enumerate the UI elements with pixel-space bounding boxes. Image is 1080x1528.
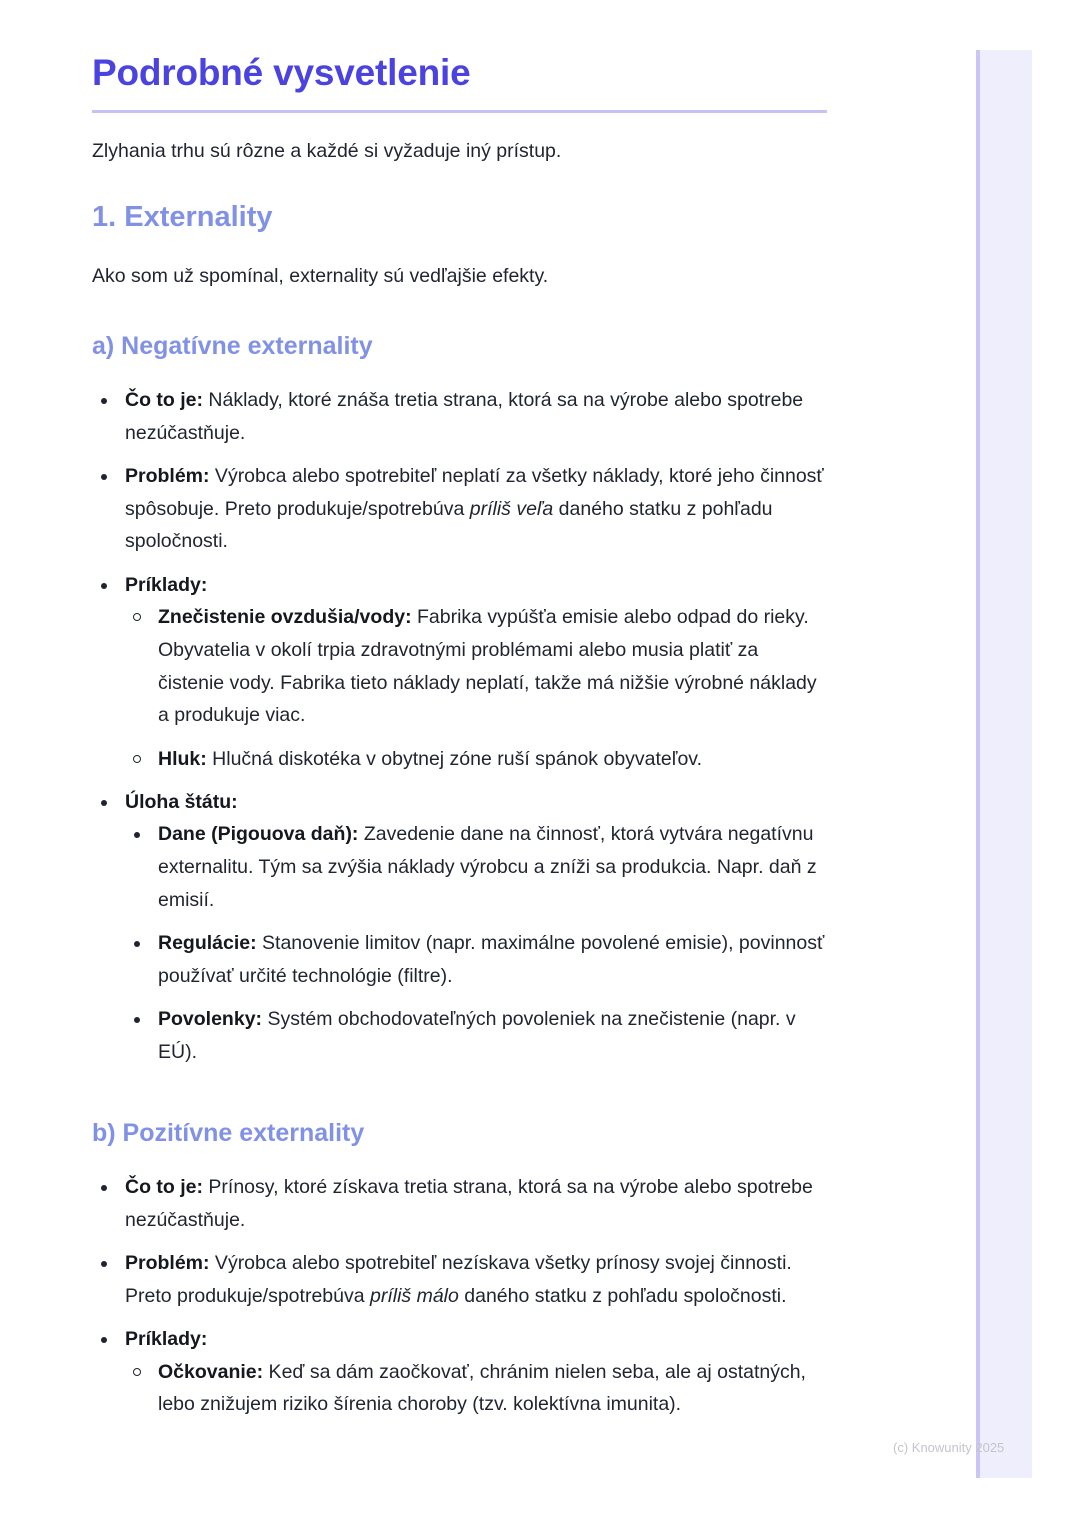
list-item-text: Prínosy, ktoré získava tretia strana, ktorá sa na výrobe alebo spotrebe nezúčastňuje. [125, 1176, 813, 1231]
list-item [92, 1323, 827, 1421]
list-item-label: Čo to je: [125, 389, 203, 411]
subheading-negative-externalities: a) Negatívne externality [92, 332, 373, 360]
sublist-item-label: Regulácie: [158, 932, 257, 955]
list-item-text: Výrobca alebo spotrebiteľ neplatí za všetky náklady, ktoré jeho činnosť spôsobuje. Preto produkuje/spotrebúva [125, 464, 824, 520]
sublist-item-label: Znečistenie ovzdušia/vody: [158, 606, 412, 629]
list-item-label: Príklady: [125, 573, 208, 596]
list-item-label: Problém: [125, 1251, 210, 1274]
list-item-text: daného statku z pohľadu spoločnosti. [125, 497, 773, 553]
list-item-text: Náklady, ktoré znáša tretia strana, ktorá sa na výrobe alebo spotrebe nezúčastňuje. [125, 389, 804, 444]
list-item [92, 1247, 827, 1312]
sublist-item-text: Keď sa dám zaočkovať, chránim nielen seba, ale aj ostatných, lebo znižujem riziko šírenia choroby (tzv. kolektívna imunita). [158, 1360, 806, 1416]
sidebar-border [976, 50, 980, 1478]
examples-sublist [125, 601, 827, 775]
negative-externalities-list [92, 384, 827, 1079]
emphasis-text: príliš málo [370, 1284, 459, 1307]
list-item [92, 460, 827, 558]
list-item-label: Čo to je: [125, 1176, 203, 1198]
list-item [92, 786, 827, 1069]
sublist-item [125, 927, 827, 992]
state-role-sublist [125, 818, 827, 1068]
right-sidebar [976, 50, 1032, 1478]
sublist-item [125, 601, 827, 732]
list-item-text: Výrobca alebo spotrebiteľ nezískava všetky prínosy svojej činnosti. Preto produkuje/spotrebúva [125, 1251, 792, 1307]
sublist-item [125, 743, 827, 776]
sublist-item [125, 1356, 827, 1421]
sublist-item [125, 1003, 827, 1068]
list-item-label: Úloha štátu: [125, 790, 238, 813]
sublist-item-label: Očkovanie: [158, 1360, 264, 1383]
sublist-item-label: Dane (Pigouova daň): [158, 823, 359, 846]
title-underline [92, 110, 827, 113]
copyright-footer: (c) Knowunity 2025 [893, 1440, 1005, 1455]
list-item [92, 569, 827, 776]
section-intro-text: Ako som už spomínal, externality sú vedľajšie efekty. [92, 265, 549, 287]
positive-externalities-list [92, 1171, 827, 1431]
sublist-item [125, 818, 827, 916]
page-title: Podrobné vysvetlenie [92, 52, 471, 93]
sublist-item-label: Hluk: [158, 747, 207, 770]
sublist-item-text: Systém obchodovateľných povoleniek na znečistenie (napr. v EÚ). [158, 1007, 796, 1063]
list-item-text: daného statku z pohľadu spoločnosti. [458, 1284, 787, 1307]
sublist-item-text: Zavedenie dane na činnosť, ktorá vytvára negatívnu externalitu. Tým sa zvýšia náklady výrobcu a zníži sa produkcia. Napr. daň z emisií. [158, 823, 817, 911]
emphasis-text: príliš veľa [469, 497, 554, 520]
sublist-item-text: Fabrika vypúšťa emisie alebo odpad do rieky. Obyvatelia v okolí trpia zdravotnými problémami alebo musia platiť za čistenie vody. Fabrika tieto náklady neplatí, takže má nižšie výrobné náklady a produkuje viac. [158, 606, 817, 727]
list-item-label: Problém: [125, 464, 210, 487]
sublist-item-label: Povolenky: [158, 1007, 263, 1030]
sublist-item-text: Hlučná diskotéka v obytnej zóne ruší spánok obyvateľov. [206, 747, 703, 770]
examples-sublist [125, 1356, 827, 1421]
subheading-positive-externalities: b) Pozitívne externality [92, 1119, 365, 1147]
list-item [92, 1171, 827, 1236]
intro-text: Zlyhania trhu sú rôzne a každé si vyžaduje iný prístup. [92, 140, 562, 162]
list-item-label: Príklady: [125, 1327, 208, 1350]
sublist-item-text: Stanovenie limitov (napr. maximálne povolené emisie), povinnosť používať určité technológie (filtre). [158, 932, 825, 987]
list-item [92, 384, 827, 449]
section-heading-externality: 1. Externality [92, 201, 273, 233]
